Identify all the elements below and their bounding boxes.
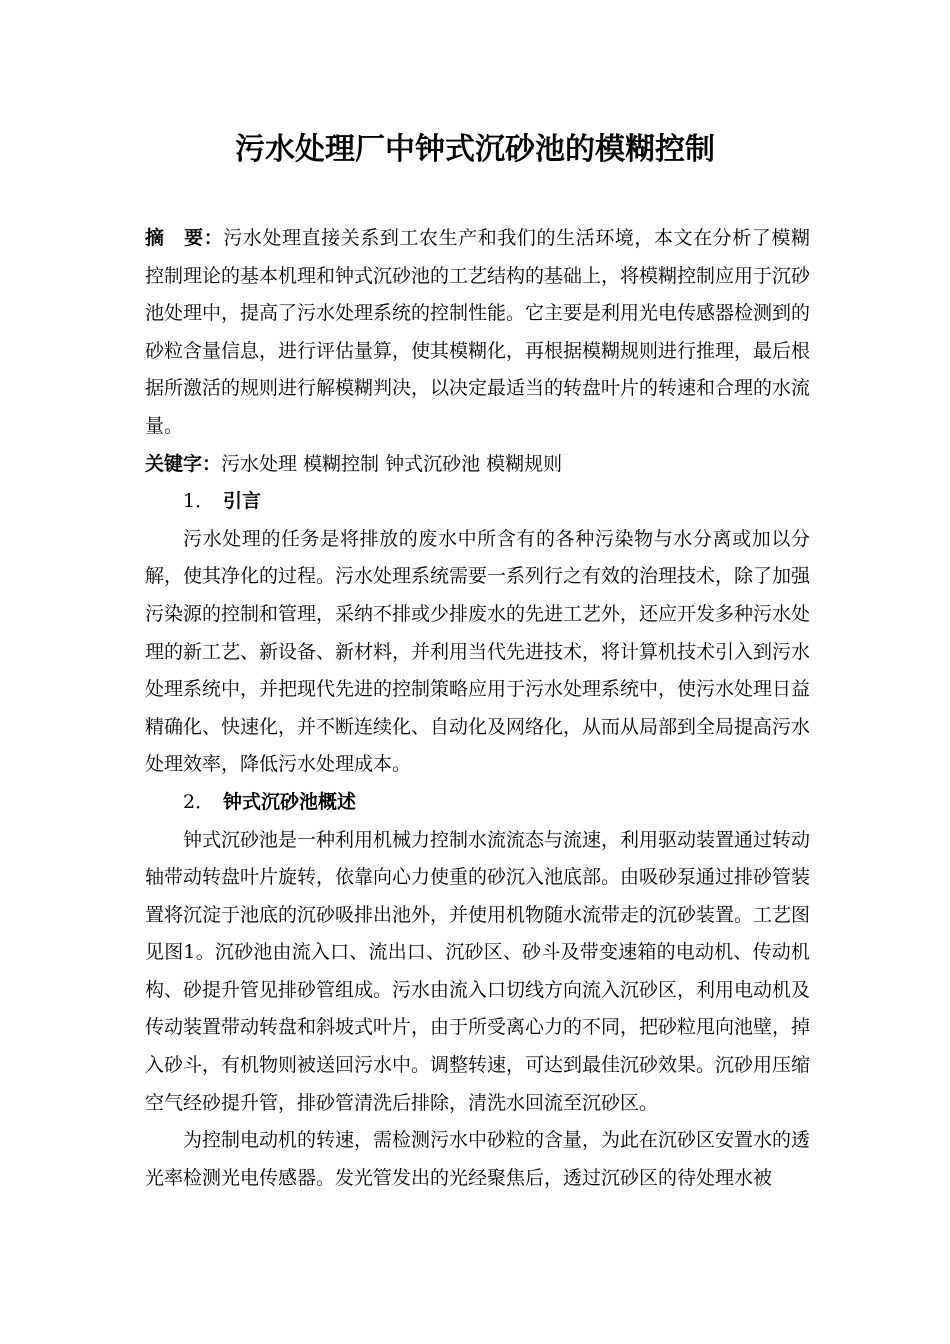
- section-title: 引言: [223, 490, 262, 513]
- abstract-label: 摘 要：: [145, 227, 224, 249]
- section-heading: [145, 784, 810, 822]
- abstract-text: 污水处理直接关系到工农生产和我们的生活环境，本文在分析了模糊控制理论的基本机理和钟式沉砂池的工艺结构的基础上，将模糊控制应用于沉砂池处理中，提高了污水处理系统的控制性能。它主要是利用光电传感器检测到的砂粒含量信息，进行评估量算，使其模糊化，再根据模糊规则进行推理，最后根据所激活的规则进行解模糊判决，以决定最适当的转盘叶片的转速和合理的水流量。: [145, 227, 811, 437]
- section-number: 1．: [183, 490, 215, 513]
- document-body: [145, 220, 810, 1197]
- body-paragraph: 为控制电动机的转速，需检测污水中砂粒的含量，为此在沉砂区安置水的透光率检测光电传感器。发光管发出的光经聚焦后，透过沉砂区的待处理水被: [145, 1129, 811, 1189]
- keywords-text: 污水处理 模糊控制 钟式沉砂池 模糊规则: [221, 452, 563, 475]
- body-paragraph: 污水处理的任务是将排放的废水中所含有的各种污染物与水分离或加以分解，使其净化的过程。污水处理系统需要一系列行之有效的治理技术，除了加强污染源的控制和管理，采纳不排或少排废水的先进工艺外，还应开发多种污水处理的新工艺、新设备、新材料，并利用当代先进技术，将计算机技术引入到污水处理系统中，并把现代先进的控制策略应用于污水处理系统中，使污水处理日益精确化、快速化，并不断连续化、自动化及网络化，从而从局部到全局提高污水处理效率，降低污水处理成本。: [145, 527, 811, 776]
- document-title: 污水处理厂中钟式沉砂池的模糊控制: [235, 132, 715, 167]
- section-number: 2．: [183, 790, 215, 813]
- abstract-paragraph: [145, 220, 810, 446]
- section-heading: [145, 483, 810, 521]
- body-paragraph: 钟式沉砂池是一种利用机械力控制水流流态与流速，利用驱动装置通过转动轴带动转盘叶片旋转，依靠向心力使重的砂沉入池底部。由吸砂泵通过排砂管装置将沉淀于池底的沉砂吸排出池外，并使用机物随水流带走的沉砂装置。工艺图见图1。沉砂池由流入口、流出口、沉砂区、砂斗及带变速箱的电动机、传动机构、砂提升管见排砂管组成。污水由流入口切线方向流入沉砂区，利用电动机及传动装置带动转盘和斜坡式叶片，由于所受离心力的不同，把砂粒甩向池壁，掉入砂斗，有机物则被送回污水中。调整转速，可达到最佳沉砂效果。沉砂用压缩空气经砂提升管，排砂管清洗后排除，清洗水回流至沉砂区。: [145, 828, 811, 1114]
- keywords-paragraph: [145, 446, 810, 484]
- section-title: 钟式沉砂池概述: [223, 790, 357, 813]
- keywords-label: 关键字：: [145, 452, 222, 475]
